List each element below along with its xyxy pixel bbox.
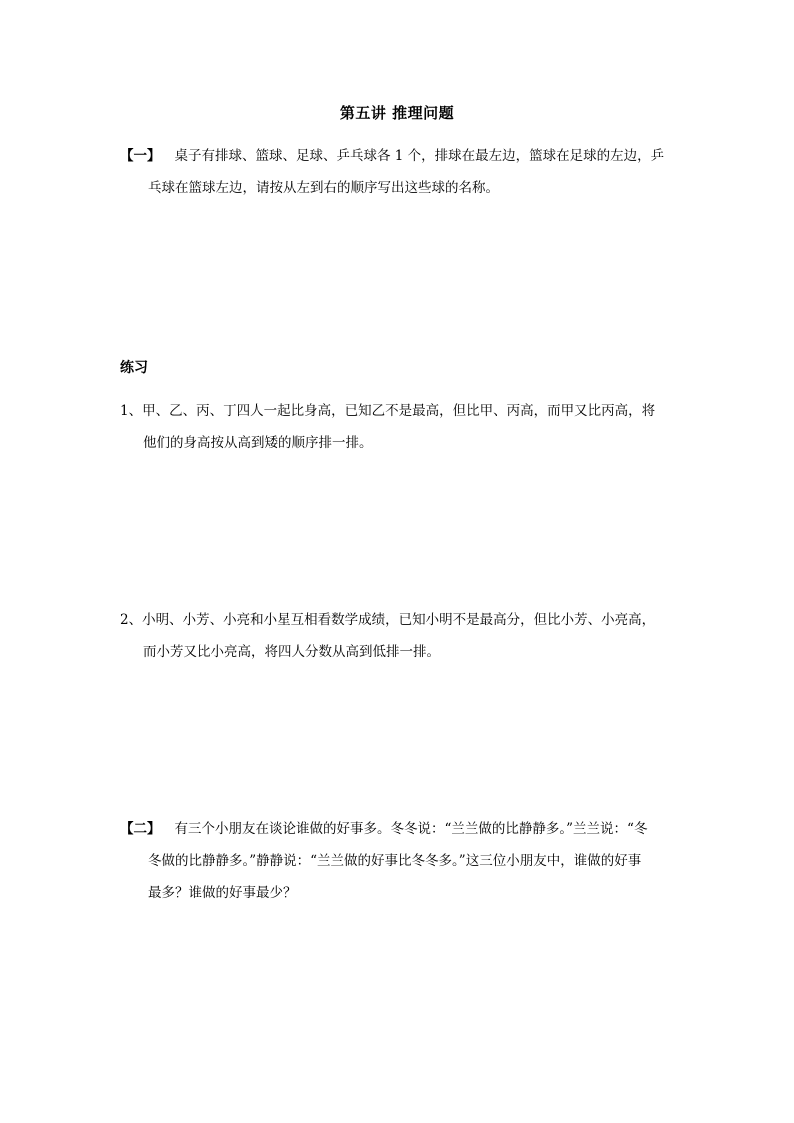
practice-heading: 练习 [120,360,148,376]
example-2-line-1 [120,819,647,839]
example-2-tag: 【二】 [120,821,161,837]
example-1-text-1: 桌子有排球、篮球、足球、乒乓球各 1 个，排球在最左边，篮球在足球的左边，乒 [174,148,665,164]
practice-q2-line-1: 2、小明、小芳、小亮和小星互相看数学成绩，已知小明不是最高分，但比小芳、小亮高， [120,612,656,628]
example-1-tag: 【一】 [120,148,161,164]
example-1-text-2: 乓球在篮球左边，请按从左到右的顺序写出这些球的名称。 [148,180,499,196]
example-2-text-2: 冬做的比静静多。”静静说：“兰兰做的好事比冬冬多。”这三位小朋友中，谁做的好事 [148,853,642,869]
practice-q1-line-1: 1、甲、乙、丙、丁四人一起比身高，已知乙不是最高，但比甲、丙高，而甲又比丙高，将 [120,403,656,419]
page-title: 第五讲 推理问题 [339,104,455,122]
example-2-text-1: 有三个小朋友在谈论谁做的好事多。冬冬说：“兰兰做的比静静多。”兰兰说：“冬 [174,821,648,837]
practice-q2-line-2: 而小芳又比小亮高，将四人分数从高到低排一排。 [143,644,440,660]
practice-q1-line-2: 他们的身高按从高到矮的顺序排一排。 [143,435,373,451]
example-2-text-3: 最多？谁做的好事最少？ [148,885,297,901]
example-1-line-1 [120,146,664,166]
